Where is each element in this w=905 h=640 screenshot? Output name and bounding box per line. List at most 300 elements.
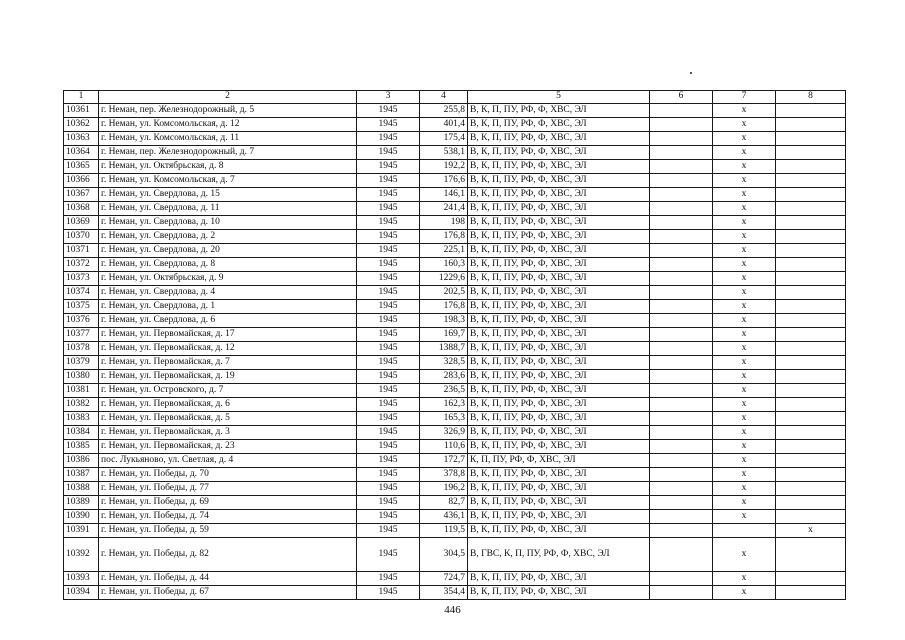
row-number-cell: 10377 <box>64 328 99 342</box>
column-7-mark-cell: х <box>713 174 776 188</box>
column-7-mark-cell: х <box>713 440 776 454</box>
column-7-mark-cell: х <box>713 146 776 160</box>
table-row <box>64 132 846 146</box>
year-cell: 1945 <box>357 104 420 118</box>
table-row <box>64 118 846 132</box>
column-7-mark-cell: х <box>713 272 776 286</box>
column-8-mark-cell <box>776 258 846 272</box>
column-header-5: 5 <box>468 91 650 104</box>
area-cell: 283,6 <box>420 370 468 384</box>
utilities-cell: В, К, П, ПУ, РФ, Ф, ХВС, ЭЛ <box>468 146 650 160</box>
address-cell: г. Неман, ул. Свердлова, д. 15 <box>99 188 357 202</box>
address-cell: г. Неман, ул. Победы, д. 69 <box>99 496 357 510</box>
column-7-mark-cell: х <box>713 384 776 398</box>
table-row <box>64 356 846 370</box>
column-8-mark-cell <box>776 468 846 482</box>
column-8-mark-cell <box>776 146 846 160</box>
row-number-cell: 10361 <box>64 104 99 118</box>
utilities-cell: В, К, П, ПУ, РФ, Ф, ХВС, ЭЛ <box>468 244 650 258</box>
row-number-cell: 10384 <box>64 426 99 440</box>
row-number-cell: 10365 <box>64 160 99 174</box>
year-cell: 1945 <box>357 510 420 524</box>
utilities-cell: В, К, П, ПУ, РФ, Ф, ХВС, ЭЛ <box>468 384 650 398</box>
column-8-mark-cell <box>776 300 846 314</box>
column-7-mark-cell: х <box>713 496 776 510</box>
utilities-cell: В, К, П, ПУ, РФ, Ф, ХВС, ЭЛ <box>468 398 650 412</box>
utilities-cell: В, К, П, ПУ, РФ, Ф, ХВС, ЭЛ <box>468 216 650 230</box>
column-6-cell <box>650 482 713 496</box>
column-8-mark-cell <box>776 538 846 572</box>
address-cell: г. Неман, ул. Первомайская, д. 23 <box>99 440 357 454</box>
column-7-mark-cell: х <box>713 538 776 572</box>
utilities-cell: В, К, П, ПУ, РФ, Ф, ХВС, ЭЛ <box>468 482 650 496</box>
year-cell: 1945 <box>357 244 420 258</box>
row-number-cell: 10368 <box>64 202 99 216</box>
column-7-mark-cell: х <box>713 216 776 230</box>
column-8-mark-cell <box>776 104 846 118</box>
column-6-cell <box>650 586 713 600</box>
area-cell: 198 <box>420 216 468 230</box>
area-cell: 198,3 <box>420 314 468 328</box>
area-cell: 328,5 <box>420 356 468 370</box>
year-cell: 1945 <box>357 174 420 188</box>
register-body <box>64 104 846 600</box>
row-number-cell: 10386 <box>64 454 99 468</box>
column-8-mark-cell <box>776 398 846 412</box>
utilities-cell: В, ГВС, К, П, ПУ, РФ, Ф, ХВС, ЭЛ <box>468 538 650 572</box>
column-6-cell <box>650 272 713 286</box>
address-cell: г. Неман, ул. Октябрьская, д. 9 <box>99 272 357 286</box>
address-cell: г. Неман, ул. Октябрьская, д. 8 <box>99 160 357 174</box>
address-cell: г. Неман, ул. Свердлова, д. 11 <box>99 202 357 216</box>
column-header-2: 2 <box>99 91 357 104</box>
area-cell: 192,2 <box>420 160 468 174</box>
table-row <box>64 496 846 510</box>
area-cell: 175,4 <box>420 132 468 146</box>
row-number-cell: 10391 <box>64 524 99 538</box>
table-row <box>64 216 846 230</box>
area-cell: 326,9 <box>420 426 468 440</box>
row-number-cell: 10376 <box>64 314 99 328</box>
area-cell: 165,3 <box>420 412 468 426</box>
column-8-mark-cell <box>776 572 846 586</box>
column-6-cell <box>650 188 713 202</box>
address-cell: пос. Лукьяново, ул. Светлая, д. 4 <box>99 454 357 468</box>
address-cell: г. Неман, ул. Свердлова, д. 2 <box>99 230 357 244</box>
table-row <box>64 286 846 300</box>
utilities-cell: К, П, ПУ, РФ, Ф, ХВС, ЭЛ <box>468 454 650 468</box>
area-cell: 241,4 <box>420 202 468 216</box>
row-number-cell: 10363 <box>64 132 99 146</box>
utilities-cell: В, К, П, ПУ, РФ, Ф, ХВС, ЭЛ <box>468 468 650 482</box>
column-7-mark-cell: х <box>713 454 776 468</box>
utilities-cell: В, К, П, ПУ, РФ, Ф, ХВС, ЭЛ <box>468 132 650 146</box>
column-6-cell <box>650 328 713 342</box>
utilities-cell: В, К, П, ПУ, РФ, Ф, ХВС, ЭЛ <box>468 426 650 440</box>
page-number: 446 <box>444 604 461 616</box>
row-number-cell: 10374 <box>64 286 99 300</box>
column-header-4: 4 <box>420 91 468 104</box>
column-header-3: 3 <box>357 91 420 104</box>
column-6-cell <box>650 230 713 244</box>
address-cell: г. Неман, ул. Победы, д. 77 <box>99 482 357 496</box>
table-row <box>64 342 846 356</box>
year-cell: 1945 <box>357 468 420 482</box>
column-6-cell <box>650 440 713 454</box>
area-cell: 202,5 <box>420 286 468 300</box>
column-7-mark-cell: х <box>713 104 776 118</box>
area-cell: 354,4 <box>420 586 468 600</box>
column-8-mark-cell <box>776 412 846 426</box>
year-cell: 1945 <box>357 146 420 160</box>
year-cell: 1945 <box>357 454 420 468</box>
area-cell: 172,7 <box>420 454 468 468</box>
address-cell: г. Неман, ул. Комсомольская, д. 11 <box>99 132 357 146</box>
column-8-mark-cell <box>776 132 846 146</box>
column-6-cell <box>650 118 713 132</box>
row-number-cell: 10389 <box>64 496 99 510</box>
year-cell: 1945 <box>357 482 420 496</box>
table-row <box>64 572 846 586</box>
row-number-cell: 10387 <box>64 468 99 482</box>
column-7-mark-cell: х <box>713 244 776 258</box>
column-8-mark-cell <box>776 202 846 216</box>
column-6-cell <box>650 468 713 482</box>
column-header-8: 8 <box>776 91 846 104</box>
column-6-cell <box>650 412 713 426</box>
address-cell: г. Неман, ул. Свердлова, д. 1 <box>99 300 357 314</box>
table-row <box>64 104 846 118</box>
utilities-cell: В, К, П, ПУ, РФ, Ф, ХВС, ЭЛ <box>468 258 650 272</box>
year-cell: 1945 <box>357 398 420 412</box>
area-cell: 176,8 <box>420 230 468 244</box>
utilities-cell: В, К, П, ПУ, РФ, Ф, ХВС, ЭЛ <box>468 370 650 384</box>
address-cell: г. Неман, ул. Первомайская, д. 17 <box>99 328 357 342</box>
address-cell: г. Неман, ул. Первомайская, д. 12 <box>99 342 357 356</box>
area-cell: 378,8 <box>420 468 468 482</box>
area-cell: 169,7 <box>420 328 468 342</box>
address-cell: г. Неман, ул. Победы, д. 59 <box>99 524 357 538</box>
column-8-mark-cell <box>776 370 846 384</box>
year-cell: 1945 <box>357 286 420 300</box>
row-number-cell: 10381 <box>64 384 99 398</box>
column-8-mark-cell <box>776 510 846 524</box>
address-cell: г. Неман, ул. Комсомольская, д. 7 <box>99 174 357 188</box>
column-7-mark-cell: х <box>713 398 776 412</box>
year-cell: 1945 <box>357 272 420 286</box>
table-row <box>64 258 846 272</box>
column-6-cell <box>650 244 713 258</box>
column-7-mark-cell: х <box>713 412 776 426</box>
utilities-cell: В, К, П, ПУ, РФ, Ф, ХВС, ЭЛ <box>468 230 650 244</box>
year-cell: 1945 <box>357 160 420 174</box>
column-6-cell <box>650 160 713 174</box>
row-number-cell: 10362 <box>64 118 99 132</box>
column-7-mark-cell: х <box>713 370 776 384</box>
column-6-cell <box>650 538 713 572</box>
table-row <box>64 398 846 412</box>
area-cell: 236,5 <box>420 384 468 398</box>
year-cell: 1945 <box>357 370 420 384</box>
column-7-mark-cell: х <box>713 202 776 216</box>
area-cell: 255,8 <box>420 104 468 118</box>
area-cell: 160,3 <box>420 258 468 272</box>
column-8-mark-cell <box>776 174 846 188</box>
year-cell: 1945 <box>357 118 420 132</box>
header-row <box>64 91 846 104</box>
address-cell: г. Неман, ул. Победы, д. 67 <box>99 586 357 600</box>
row-number-cell: 10373 <box>64 272 99 286</box>
column-8-mark-cell: х <box>776 524 846 538</box>
row-number-cell: 10394 <box>64 586 99 600</box>
utilities-cell: В, К, П, ПУ, РФ, Ф, ХВС, ЭЛ <box>468 118 650 132</box>
table-row <box>64 586 846 600</box>
column-7-mark-cell: х <box>713 482 776 496</box>
column-8-mark-cell <box>776 342 846 356</box>
row-number-cell: 10371 <box>64 244 99 258</box>
scan-speck <box>690 72 692 74</box>
address-cell: г. Неман, пер. Железнодорожный, д. 7 <box>99 146 357 160</box>
address-cell: г. Неман, пер. Железнодорожный, д. 5 <box>99 104 357 118</box>
year-cell: 1945 <box>357 572 420 586</box>
address-cell: г. Неман, ул. Свердлова, д. 4 <box>99 286 357 300</box>
utilities-cell: В, К, П, ПУ, РФ, Ф, ХВС, ЭЛ <box>468 188 650 202</box>
area-cell: 196,2 <box>420 482 468 496</box>
table-row <box>64 426 846 440</box>
column-6-cell <box>650 202 713 216</box>
column-8-mark-cell <box>776 272 846 286</box>
address-cell: г. Неман, ул. Первомайская, д. 19 <box>99 370 357 384</box>
column-6-cell <box>650 146 713 160</box>
utilities-cell: В, К, П, ПУ, РФ, Ф, ХВС, ЭЛ <box>468 328 650 342</box>
utilities-cell: В, К, П, ПУ, РФ, Ф, ХВС, ЭЛ <box>468 356 650 370</box>
table-row <box>64 524 846 538</box>
address-cell: г. Неман, ул. Первомайская, д. 3 <box>99 426 357 440</box>
column-header-1: 1 <box>64 91 99 104</box>
utilities-cell: В, К, П, ПУ, РФ, Ф, ХВС, ЭЛ <box>468 300 650 314</box>
column-8-mark-cell <box>776 328 846 342</box>
address-cell: г. Неман, ул. Победы, д. 82 <box>99 538 357 572</box>
row-number-cell: 10369 <box>64 216 99 230</box>
area-cell: 401,4 <box>420 118 468 132</box>
table-row <box>64 314 846 328</box>
area-cell: 1388,7 <box>420 342 468 356</box>
utilities-cell: В, К, П, ПУ, РФ, Ф, ХВС, ЭЛ <box>468 440 650 454</box>
column-8-mark-cell <box>776 586 846 600</box>
column-header-7: 7 <box>713 91 776 104</box>
column-6-cell <box>650 300 713 314</box>
year-cell: 1945 <box>357 314 420 328</box>
column-7-mark-cell: х <box>713 572 776 586</box>
column-header-6: 6 <box>650 91 713 104</box>
area-cell: 436,1 <box>420 510 468 524</box>
year-cell: 1945 <box>357 258 420 272</box>
column-6-cell <box>650 286 713 300</box>
row-number-cell: 10379 <box>64 356 99 370</box>
column-7-mark-cell <box>713 524 776 538</box>
area-cell: 82,7 <box>420 496 468 510</box>
column-6-cell <box>650 174 713 188</box>
column-8-mark-cell <box>776 482 846 496</box>
address-cell: г. Неман, ул. Свердлова, д. 10 <box>99 216 357 230</box>
column-7-mark-cell: х <box>713 160 776 174</box>
address-cell: г. Неман, ул. Первомайская, д. 5 <box>99 412 357 426</box>
column-6-cell <box>650 216 713 230</box>
column-7-mark-cell: х <box>713 118 776 132</box>
table-row <box>64 300 846 314</box>
column-7-mark-cell: х <box>713 328 776 342</box>
utilities-cell: В, К, П, ПУ, РФ, Ф, ХВС, ЭЛ <box>468 524 650 538</box>
column-6-cell <box>650 258 713 272</box>
column-6-cell <box>650 104 713 118</box>
column-8-mark-cell <box>776 454 846 468</box>
column-8-mark-cell <box>776 188 846 202</box>
table-row <box>64 146 846 160</box>
address-cell: г. Неман, ул. Победы, д. 74 <box>99 510 357 524</box>
column-7-mark-cell: х <box>713 132 776 146</box>
area-cell: 225,1 <box>420 244 468 258</box>
column-8-mark-cell <box>776 384 846 398</box>
column-7-mark-cell: х <box>713 426 776 440</box>
table-row <box>64 468 846 482</box>
column-7-mark-cell: х <box>713 230 776 244</box>
column-6-cell <box>650 510 713 524</box>
column-8-mark-cell <box>776 230 846 244</box>
column-8-mark-cell <box>776 160 846 174</box>
column-7-mark-cell: х <box>713 510 776 524</box>
table-row <box>64 412 846 426</box>
table-row <box>64 510 846 524</box>
utilities-cell: В, К, П, ПУ, РФ, Ф, ХВС, ЭЛ <box>468 314 650 328</box>
address-cell: г. Неман, ул. Победы, д. 70 <box>99 468 357 482</box>
year-cell: 1945 <box>357 496 420 510</box>
area-cell: 538,1 <box>420 146 468 160</box>
column-6-cell <box>650 356 713 370</box>
table-row <box>64 440 846 454</box>
column-8-mark-cell <box>776 314 846 328</box>
row-number-cell: 10370 <box>64 230 99 244</box>
year-cell: 1945 <box>357 342 420 356</box>
row-number-cell: 10366 <box>64 174 99 188</box>
utilities-cell: В, К, П, ПУ, РФ, Ф, ХВС, ЭЛ <box>468 572 650 586</box>
row-number-cell: 10392 <box>64 538 99 572</box>
area-cell: 176,8 <box>420 300 468 314</box>
year-cell: 1945 <box>357 356 420 370</box>
address-cell: г. Неман, ул. Свердлова, д. 20 <box>99 244 357 258</box>
year-cell: 1945 <box>357 524 420 538</box>
column-8-mark-cell <box>776 440 846 454</box>
column-6-cell <box>650 572 713 586</box>
year-cell: 1945 <box>357 132 420 146</box>
row-number-cell: 10385 <box>64 440 99 454</box>
table-row <box>64 188 846 202</box>
year-cell: 1945 <box>357 412 420 426</box>
column-6-cell <box>650 132 713 146</box>
year-cell: 1945 <box>357 426 420 440</box>
column-7-mark-cell: х <box>713 300 776 314</box>
column-6-cell <box>650 524 713 538</box>
utilities-cell: В, К, П, ПУ, РФ, Ф, ХВС, ЭЛ <box>468 174 650 188</box>
year-cell: 1945 <box>357 202 420 216</box>
year-cell: 1945 <box>357 188 420 202</box>
column-8-mark-cell <box>776 496 846 510</box>
column-7-mark-cell: х <box>713 356 776 370</box>
utilities-cell: В, К, П, ПУ, РФ, Ф, ХВС, ЭЛ <box>468 412 650 426</box>
register-table <box>63 90 846 600</box>
table-row <box>64 454 846 468</box>
address-cell: г. Неман, ул. Комсомольская, д. 12 <box>99 118 357 132</box>
row-number-cell: 10383 <box>64 412 99 426</box>
area-cell: 110,6 <box>420 440 468 454</box>
address-cell: г. Неман, ул. Победы, д. 44 <box>99 572 357 586</box>
row-number-cell: 10380 <box>64 370 99 384</box>
table-row <box>64 482 846 496</box>
row-number-cell: 10378 <box>64 342 99 356</box>
table-row <box>64 160 846 174</box>
column-8-mark-cell <box>776 118 846 132</box>
column-8-mark-cell <box>776 216 846 230</box>
year-cell: 1945 <box>357 216 420 230</box>
year-cell: 1945 <box>357 384 420 398</box>
utilities-cell: В, К, П, ПУ, РФ, Ф, ХВС, ЭЛ <box>468 586 650 600</box>
column-7-mark-cell: х <box>713 342 776 356</box>
utilities-cell: В, К, П, ПУ, РФ, Ф, ХВС, ЭЛ <box>468 202 650 216</box>
utilities-cell: В, К, П, ПУ, РФ, Ф, ХВС, ЭЛ <box>468 510 650 524</box>
table-row <box>64 230 846 244</box>
year-cell: 1945 <box>357 440 420 454</box>
year-cell: 1945 <box>357 538 420 572</box>
row-number-cell: 10372 <box>64 258 99 272</box>
row-number-cell: 10390 <box>64 510 99 524</box>
table-row <box>64 328 846 342</box>
row-number-cell: 10388 <box>64 482 99 496</box>
column-8-mark-cell <box>776 426 846 440</box>
column-8-mark-cell <box>776 286 846 300</box>
row-number-cell: 10375 <box>64 300 99 314</box>
column-6-cell <box>650 398 713 412</box>
area-cell: 146,1 <box>420 188 468 202</box>
row-number-cell: 10382 <box>64 398 99 412</box>
column-8-mark-cell <box>776 244 846 258</box>
utilities-cell: В, К, П, ПУ, РФ, Ф, ХВС, ЭЛ <box>468 496 650 510</box>
table-row <box>64 538 846 572</box>
column-6-cell <box>650 454 713 468</box>
column-6-cell <box>650 342 713 356</box>
area-cell: 119,5 <box>420 524 468 538</box>
column-6-cell <box>650 370 713 384</box>
column-7-mark-cell: х <box>713 258 776 272</box>
column-7-mark-cell: х <box>713 286 776 300</box>
column-7-mark-cell: х <box>713 468 776 482</box>
area-cell: 176,6 <box>420 174 468 188</box>
area-cell: 304,5 <box>420 538 468 572</box>
column-6-cell <box>650 496 713 510</box>
year-cell: 1945 <box>357 230 420 244</box>
address-cell: г. Неман, ул. Первомайская, д. 7 <box>99 356 357 370</box>
table-row <box>64 202 846 216</box>
column-6-cell <box>650 314 713 328</box>
area-cell: 724,7 <box>420 572 468 586</box>
column-7-mark-cell: х <box>713 314 776 328</box>
row-number-cell: 10367 <box>64 188 99 202</box>
utilities-cell: В, К, П, ПУ, РФ, Ф, ХВС, ЭЛ <box>468 104 650 118</box>
table-row <box>64 174 846 188</box>
column-7-mark-cell: х <box>713 586 776 600</box>
utilities-cell: В, К, П, ПУ, РФ, Ф, ХВС, ЭЛ <box>468 342 650 356</box>
address-cell: г. Неман, ул. Первомайская, д. 6 <box>99 398 357 412</box>
utilities-cell: В, К, П, ПУ, РФ, Ф, ХВС, ЭЛ <box>468 286 650 300</box>
table-row <box>64 370 846 384</box>
